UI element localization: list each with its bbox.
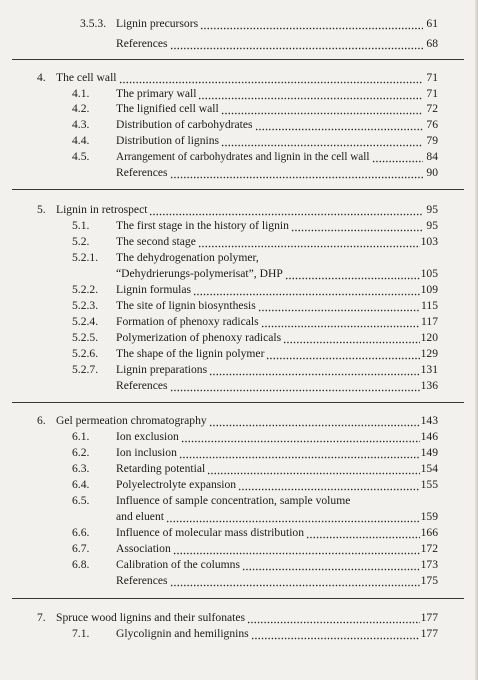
- toc-entry-page: 177: [420, 611, 438, 624]
- toc-entry-number: 6.7.: [72, 542, 90, 555]
- toc-entry-leader: [116, 86, 438, 102]
- toc-entry-page: 105: [420, 267, 438, 280]
- dot-leader: [198, 234, 420, 250]
- toc-entry-leader: [116, 16, 438, 32]
- toc-entry-leader: [116, 101, 438, 117]
- toc-entry-title: References: [116, 166, 168, 179]
- toc-entry-leader: [116, 573, 438, 589]
- toc-entry-leader: [116, 165, 438, 181]
- toc-entry-title: Distribution of carbohydrates: [116, 118, 253, 131]
- toc-entry-page: 154: [420, 462, 438, 475]
- toc-entry-title: Spruce wood lignins and their sulfonates: [56, 611, 246, 624]
- dot-leader: [170, 378, 420, 394]
- toc-entry-title: Arrangement of carbohydrates and lignin in the cell wall: [116, 151, 370, 163]
- toc-entry: [0, 101, 478, 117]
- toc-entry-page: 95: [426, 219, 438, 232]
- toc-entry-page: 131: [420, 363, 438, 376]
- toc-entry-leader: [116, 509, 438, 525]
- toc-entry: [0, 461, 478, 477]
- toc-entry-leader: [116, 36, 438, 52]
- toc-entry-page: 166: [420, 526, 438, 539]
- toc-entry-number: 6.8.: [72, 558, 90, 571]
- toc-entry-number: 5.2.3.: [72, 299, 99, 312]
- toc-entry-title: The cell wall: [56, 71, 117, 84]
- toc-entry-page: 71: [426, 87, 438, 100]
- toc-entry-leader: [56, 610, 438, 626]
- toc-entry-number: 6.5.: [72, 494, 90, 507]
- toc-entry: [0, 36, 478, 52]
- section-divider: [12, 402, 464, 403]
- toc-entry-number: 5.2.6.: [72, 347, 99, 360]
- toc-entry-title: Lignin preparations: [116, 363, 208, 376]
- dot-leader: [261, 314, 420, 330]
- dot-leader: [170, 165, 424, 181]
- toc-entry: [0, 557, 478, 573]
- toc-entry-title: “Dehydrierungs-polymerisat”, DHP: [116, 267, 283, 280]
- toc-entry: [0, 330, 478, 346]
- toc-entry-title: Gel permeation chromatography: [56, 414, 207, 427]
- toc-entry-title: References: [116, 37, 168, 50]
- dot-leader: [266, 346, 419, 362]
- toc-entry-leader: [116, 525, 438, 541]
- toc-entry: [0, 165, 478, 181]
- toc-entry-page: 72: [426, 102, 438, 115]
- toc-entry-page: 159: [420, 510, 438, 523]
- toc-entry-page: 117: [421, 315, 438, 328]
- toc-entry: [0, 282, 478, 298]
- toc-entry-page: 79: [426, 134, 438, 147]
- section-divider: [12, 598, 464, 599]
- toc-entry-number: 5.2.2.: [72, 283, 99, 296]
- toc-entry-number: 4.4.: [72, 134, 90, 147]
- toc-entry-title: Retarding potential: [116, 462, 206, 475]
- toc-entry-title: References: [116, 574, 168, 587]
- toc-entry-leader: [116, 149, 438, 165]
- toc-entry: [0, 250, 478, 266]
- toc-chapter-entry: [0, 70, 478, 86]
- toc-entry-number: 5.2.4.: [72, 315, 99, 328]
- toc-entry-page: 84: [426, 150, 438, 163]
- toc-entry: [0, 218, 478, 234]
- dot-leader: [221, 101, 423, 117]
- dot-leader: [247, 610, 420, 626]
- toc-entry-leader: [116, 557, 438, 573]
- toc-entry-title: Calibration of the columns: [116, 558, 240, 571]
- toc-entry-title: The site of lignin biosynthesis: [116, 299, 256, 312]
- toc-entry-title: and eluent: [116, 510, 164, 523]
- toc-entry-number: 6.: [37, 414, 46, 427]
- toc-entry: [0, 234, 478, 250]
- toc-entry: [0, 626, 478, 642]
- toc-entry-leader: [56, 70, 438, 86]
- toc-entry-page: 173: [420, 558, 438, 571]
- toc-entry-page: 109: [420, 283, 438, 296]
- section-divider: [12, 189, 464, 190]
- toc-entry-page: 129: [420, 347, 438, 360]
- toc-entry-title: The second stage: [116, 235, 196, 248]
- toc-entry-leader: [116, 117, 438, 133]
- toc-entry-number: 5.2.: [72, 235, 90, 248]
- toc-entry-title: Polyelectrolyte expansion: [116, 478, 237, 491]
- toc-entry-number: 5.2.1.: [72, 251, 99, 264]
- section-divider: [12, 59, 464, 60]
- toc-entry-title: The lignified cell wall: [116, 102, 219, 115]
- toc-entry: [0, 362, 478, 378]
- dot-leader: [285, 266, 420, 282]
- toc-entry-number: 6.2.: [72, 446, 90, 459]
- dot-leader: [200, 16, 423, 32]
- dot-leader: [221, 133, 423, 149]
- toc-entry-title: Association: [116, 542, 171, 555]
- dot-leader: [181, 429, 420, 445]
- toc-entry-leader: [116, 330, 438, 346]
- toc-entry-number: 5.2.5.: [72, 331, 99, 344]
- toc-entry-number: 5.1.: [72, 219, 90, 232]
- toc-entry: [0, 266, 478, 282]
- toc-entry: [0, 541, 478, 557]
- toc-chapter-entry: [0, 202, 478, 218]
- toc-entry-leader: [56, 202, 438, 218]
- toc-entry-title: The shape of the lignin polymer: [116, 347, 265, 360]
- toc-entry-leader: [116, 133, 438, 149]
- dot-leader: [170, 573, 420, 589]
- toc-entry-number: 5.: [37, 203, 46, 216]
- toc-entry-page: 143: [420, 414, 438, 427]
- toc-entry: [0, 117, 478, 133]
- toc-entry-number: 4.1.: [72, 87, 90, 100]
- toc-entry-leader: [116, 346, 438, 362]
- toc-entry-number: 4.: [37, 71, 46, 84]
- toc-entry-page: 175: [420, 574, 438, 587]
- dot-leader: [166, 509, 420, 525]
- toc-entry-page: 177: [420, 627, 438, 640]
- toc-entry-number: 4.2.: [72, 102, 90, 115]
- toc-entry-title: Influence of sample concentration, sample volume: [116, 494, 351, 507]
- toc-entry-page: 61: [426, 17, 438, 30]
- toc-entry-leader: [116, 461, 438, 477]
- dot-leader: [179, 445, 420, 461]
- toc-entry-title: Lignin formulas: [116, 283, 192, 296]
- dot-leader: [251, 626, 420, 642]
- toc-entry-title: The primary wall: [116, 87, 197, 100]
- toc-entry-page: 146: [420, 430, 438, 443]
- dot-leader: [193, 282, 420, 298]
- toc-entry-leader: [116, 234, 438, 250]
- toc-entry-leader: [116, 362, 438, 378]
- dot-leader: [255, 117, 423, 133]
- toc-entry-title: References: [116, 379, 168, 392]
- toc-entry-title: Formation of phenoxy radicals: [116, 315, 259, 328]
- toc-entry: [0, 298, 478, 314]
- toc-entry-title: The dehydrogenation polymer,: [116, 251, 259, 264]
- toc-entry-number: 4.5.: [72, 150, 90, 163]
- toc-entry: [0, 493, 478, 509]
- toc-entry: [0, 509, 478, 525]
- toc-entry-page: 115: [421, 299, 438, 312]
- toc-entry-title: Glycolignin and hemilignins: [116, 627, 249, 640]
- toc-entry-title: Influence of molecular mass distribution: [116, 526, 305, 539]
- toc-entry-page: 76: [426, 118, 438, 131]
- toc-entry-leader: [116, 429, 438, 445]
- dot-leader: [173, 541, 420, 557]
- toc-entry-number: 7.1.: [72, 627, 90, 640]
- toc-entry: [0, 16, 478, 32]
- dot-leader: [207, 461, 419, 477]
- dot-leader: [372, 149, 424, 165]
- toc-entry-number: 6.4.: [72, 478, 90, 491]
- toc-entry-title: Ion exclusion: [116, 430, 179, 443]
- toc-entry: [0, 477, 478, 493]
- toc-chapter-entry: [0, 413, 478, 429]
- toc-entry: [0, 314, 478, 330]
- toc-entry-leader: [116, 541, 438, 557]
- toc-chapter-entry: [0, 610, 478, 626]
- dot-leader: [306, 525, 420, 541]
- toc-entry-number: 5.2.7.: [72, 363, 99, 376]
- toc-entry: [0, 378, 478, 394]
- toc-entry-page: 155: [420, 478, 438, 491]
- dot-leader: [119, 70, 423, 86]
- dot-leader: [149, 202, 423, 218]
- toc-entry: [0, 149, 478, 165]
- dot-leader: [238, 477, 420, 493]
- toc-entry-title: Ion inclusion: [116, 446, 177, 459]
- dot-leader: [283, 330, 419, 346]
- toc-entry-page: 103: [420, 235, 438, 248]
- dot-leader: [209, 413, 420, 429]
- toc-entry: [0, 133, 478, 149]
- toc-entry: [0, 346, 478, 362]
- toc-entry-title: Distribution of lignins: [116, 134, 220, 147]
- toc-entry-leader: [116, 266, 438, 282]
- toc-entry: [0, 429, 478, 445]
- toc-entry-leader: [116, 445, 438, 461]
- toc-entry: [0, 525, 478, 541]
- dot-leader: [291, 218, 423, 234]
- toc-entry-page: 136: [420, 379, 438, 392]
- toc-entry-number: 6.6.: [72, 526, 90, 539]
- toc-entry-leader: [56, 413, 438, 429]
- toc-entry-page: 68: [426, 37, 438, 50]
- toc-entry-number: 3.5.3.: [80, 17, 107, 30]
- toc-entry-page: 149: [420, 446, 438, 459]
- toc-entry-number: 7.: [37, 611, 46, 624]
- toc-entry-leader: [116, 626, 438, 642]
- dot-leader: [242, 557, 420, 573]
- toc-entry-page: 90: [426, 166, 438, 179]
- toc-entry-title: Lignin in retrospect: [56, 203, 148, 216]
- toc-entry-number: 6.3.: [72, 462, 90, 475]
- toc-entry: [0, 445, 478, 461]
- dot-leader: [209, 362, 419, 378]
- toc-entry-page: 120: [420, 331, 438, 344]
- toc-entry-page: 95: [426, 203, 438, 216]
- toc-entry: [0, 573, 478, 589]
- toc-entry-page: 172: [420, 542, 438, 555]
- toc-entry-title: Polymerization of phenoxy radicals: [116, 331, 282, 344]
- dot-leader: [198, 86, 423, 102]
- toc-entry-leader: [116, 477, 438, 493]
- toc-entry-title: Lignin precursors: [116, 17, 199, 30]
- toc-entry-number: 4.3.: [72, 118, 90, 131]
- toc-entry-leader: [116, 378, 438, 394]
- toc-entry-leader: [116, 298, 438, 314]
- toc-entry: [0, 86, 478, 102]
- toc-entry-number: 6.1.: [72, 430, 90, 443]
- dot-leader: [258, 298, 420, 314]
- dot-leader: [170, 36, 424, 52]
- toc-entry-leader: [116, 218, 438, 234]
- toc-entry-title: The first stage in the history of lignin: [116, 219, 289, 232]
- toc-entry-leader: [116, 314, 438, 330]
- toc-entry-page: 71: [426, 71, 438, 84]
- toc-entry-leader: [116, 282, 438, 298]
